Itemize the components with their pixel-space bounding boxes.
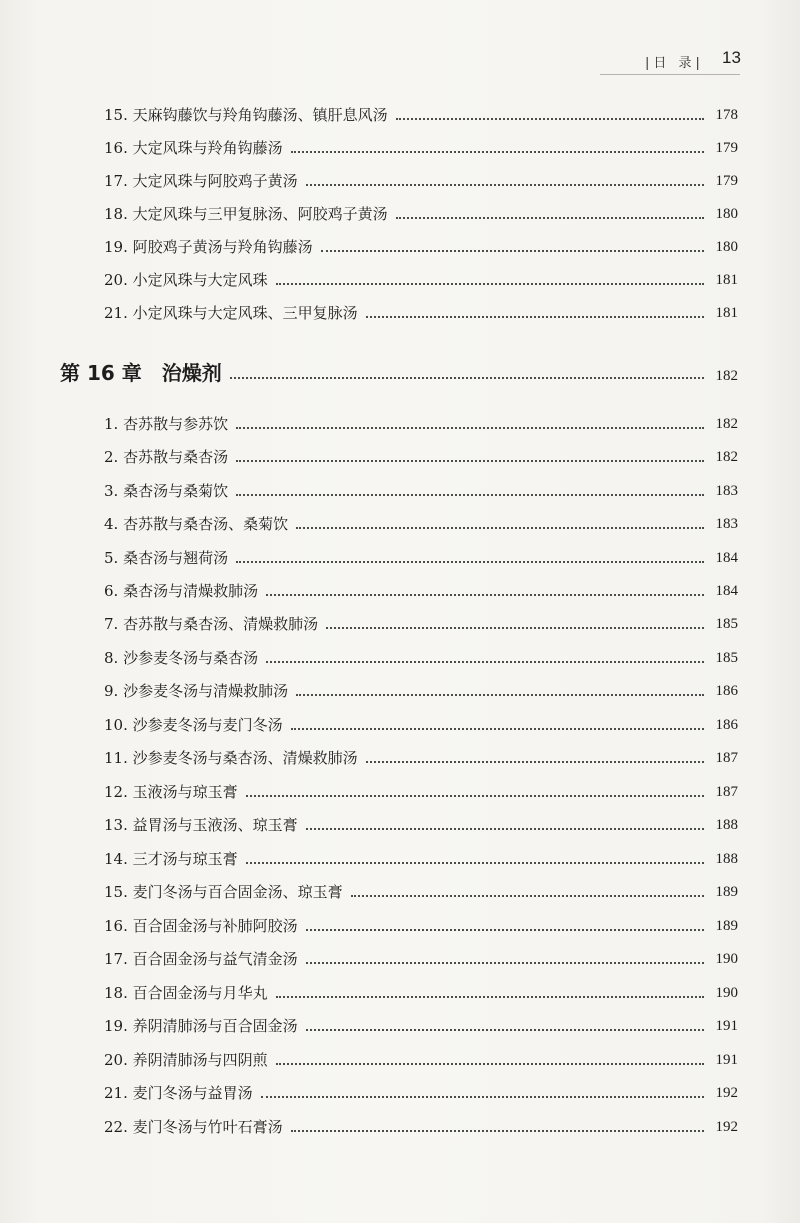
toc-entry-page: 182 [715, 416, 738, 432]
toc-entry-page: 181 [715, 305, 738, 321]
dot-leader [306, 1029, 704, 1031]
toc-entry-label: 17. 大定风珠与阿胶鸡子黄汤 [104, 172, 298, 190]
toc-entry-page: 185 [715, 616, 738, 632]
toc-entry[interactable] [104, 437, 738, 467]
toc-entry-page: 184 [715, 550, 738, 566]
toc-entry-page: 183 [715, 483, 738, 499]
dot-leader [291, 728, 704, 730]
toc-entry-page: 189 [715, 918, 738, 934]
toc-entry[interactable] [104, 705, 738, 735]
toc-entry-label: 2. 杏苏散与桑杏汤 [104, 448, 229, 466]
dot-leader [236, 494, 704, 496]
dot-leader [291, 1130, 704, 1132]
toc-entry-label: 15. 天麻钩藤饮与羚角钩藤汤、镇肝息风汤 [104, 106, 388, 124]
toc-entry-label: 20. 小定风珠与大定风珠 [104, 271, 268, 289]
dot-leader [366, 761, 704, 763]
toc-entry[interactable] [104, 772, 738, 802]
toc-entry-page: 191 [715, 1052, 738, 1068]
running-header-section: |日 录| [645, 56, 704, 71]
toc-entry-page: 179 [715, 140, 738, 156]
toc-entry-label: 1. 杏苏散与参苏饮 [104, 415, 229, 433]
toc-entry-label: 20. 养阴清肺汤与四阴煎 [104, 1051, 268, 1069]
toc-entry[interactable] [104, 805, 738, 835]
toc-entry-label: 12. 玉液汤与琼玉膏 [104, 783, 238, 801]
toc-entry-label: 4. 杏苏散与桑杏汤、桑菊饮 [104, 515, 289, 533]
toc-entry-label: 14. 三才汤与琼玉膏 [104, 850, 238, 868]
toc-entry[interactable] [104, 1107, 738, 1137]
toc-entry[interactable] [104, 95, 738, 125]
toc-entry[interactable] [104, 638, 738, 668]
toc-entry[interactable] [104, 738, 738, 768]
dot-leader [306, 828, 704, 830]
dot-leader [276, 1063, 704, 1065]
toc-entry-label: 16. 大定风珠与羚角钩藤汤 [104, 139, 283, 157]
toc-entry[interactable] [104, 973, 738, 1003]
dot-leader [261, 1096, 704, 1098]
toc-entry[interactable] [104, 260, 738, 290]
dot-leader [306, 184, 704, 186]
toc-entry[interactable] [104, 872, 738, 902]
toc-entry-page: 192 [715, 1119, 738, 1135]
dot-leader [296, 694, 704, 696]
dot-leader [296, 527, 704, 529]
toc-chapter-heading[interactable] [60, 356, 738, 386]
dot-leader [236, 427, 704, 429]
toc-entry[interactable] [104, 939, 738, 969]
chapter-page: 182 [715, 368, 738, 384]
toc-entry-label: 13. 益胃汤与玉液汤、琼玉膏 [104, 816, 298, 834]
dot-leader [246, 795, 704, 797]
toc-entry[interactable] [104, 293, 738, 323]
dot-leader [246, 862, 704, 864]
toc-entry[interactable] [104, 128, 738, 158]
toc-entry-label: 8. 沙参麦冬汤与桑杏汤 [104, 649, 259, 667]
toc-entry-page: 190 [715, 985, 738, 1001]
chapter-heading-text [60, 360, 222, 386]
toc-entry-label: 5. 桑杏汤与翘荷汤 [104, 549, 229, 567]
toc-entry[interactable] [104, 538, 738, 568]
chapter-number: 第 16 章 [60, 361, 142, 385]
dot-leader [321, 250, 704, 252]
dot-leader [351, 895, 704, 897]
dot-leader [236, 561, 704, 563]
toc-entry-label: 22. 麦门冬汤与竹叶石膏汤 [104, 1118, 283, 1136]
toc-entry-label: 18. 百合固金汤与月华丸 [104, 984, 268, 1002]
toc-entry-page: 180 [715, 206, 738, 222]
toc-entry[interactable] [104, 1006, 738, 1036]
toc-entry-page: 185 [715, 650, 738, 666]
toc-entry-label: 16. 百合固金汤与补肺阿胶汤 [104, 917, 298, 935]
toc-entry-label: 21. 麦门冬汤与益胃汤 [104, 1084, 253, 1102]
toc-entry-page: 182 [715, 449, 738, 465]
dot-leader [366, 316, 704, 318]
dot-leader [396, 217, 704, 219]
toc-entry-label: 10. 沙参麦冬汤与麦门冬汤 [104, 716, 283, 734]
toc-entry[interactable] [104, 471, 738, 501]
toc-entry-page: 187 [715, 784, 738, 800]
toc-entry-page: 179 [715, 173, 738, 189]
toc-entry-label: 9. 沙参麦冬汤与清燥救肺汤 [104, 682, 289, 700]
dot-leader [266, 594, 704, 596]
toc-entry-page: 178 [715, 107, 738, 123]
toc-entry-page: 192 [715, 1085, 738, 1101]
toc-entry[interactable] [104, 671, 738, 701]
toc-entry-label: 3. 桑杏汤与桑菊饮 [104, 482, 229, 500]
toc-entry-label: 7. 杏苏散与桑杏汤、清燥救肺汤 [104, 615, 319, 633]
toc-entry-label: 17. 百合固金汤与益气清金汤 [104, 950, 298, 968]
toc-entry[interactable] [104, 1040, 738, 1070]
toc-entry-page: 180 [715, 239, 738, 255]
toc-entry-label: 15. 麦门冬汤与百合固金汤、琼玉膏 [104, 883, 343, 901]
toc-entry-page: 186 [715, 717, 738, 733]
toc-entry-page: 190 [715, 951, 738, 967]
header-rule [600, 74, 740, 75]
running-header-page-number: 13 [722, 48, 741, 67]
dot-leader [306, 929, 704, 931]
dot-leader [276, 996, 704, 998]
toc-entry-label: 21. 小定风珠与大定风珠、三甲复脉汤 [104, 304, 358, 322]
toc-entry[interactable] [104, 161, 738, 191]
dot-leader [291, 151, 704, 153]
toc-entry[interactable] [104, 906, 738, 936]
toc-entry-label: 6. 桑杏汤与清燥救肺汤 [104, 582, 259, 600]
toc-entry-label: 19. 养阴清肺汤与百合固金汤 [104, 1017, 298, 1035]
dot-leader [396, 118, 704, 120]
toc-entry[interactable] [104, 194, 738, 224]
toc-entry-page: 187 [715, 750, 738, 766]
dot-leader [276, 283, 704, 285]
toc-entry-page: 188 [715, 851, 738, 867]
toc-entry[interactable] [104, 1073, 738, 1103]
toc-entry[interactable] [104, 504, 738, 534]
dot-leader [230, 377, 704, 379]
toc-entry[interactable] [104, 404, 738, 434]
toc-entry[interactable] [104, 227, 738, 257]
toc-entry[interactable] [104, 571, 738, 601]
toc-entry-page: 188 [715, 817, 738, 833]
toc-entry-label: 18. 大定风珠与三甲复脉汤、阿胶鸡子黄汤 [104, 205, 388, 223]
chapter-title: 治燥剂 [161, 361, 222, 385]
toc-entry-page: 183 [715, 516, 738, 532]
dot-leader [326, 627, 704, 629]
toc-entry-page: 191 [715, 1018, 738, 1034]
dot-leader [236, 460, 704, 462]
toc-entry-page: 184 [715, 583, 738, 599]
toc-entry-label: 19. 阿胶鸡子黄汤与羚角钩藤汤 [104, 238, 313, 256]
toc-entry-page: 186 [715, 683, 738, 699]
toc-entry[interactable] [104, 604, 738, 634]
dot-leader [266, 661, 704, 663]
page-header [0, 44, 800, 74]
toc-entry[interactable] [104, 839, 738, 869]
dot-leader [306, 962, 704, 964]
toc-entry-page: 189 [715, 884, 738, 900]
toc-entry-page: 181 [715, 272, 738, 288]
toc-entry-label: 11. 沙参麦冬汤与桑杏汤、清燥救肺汤 [104, 749, 358, 767]
